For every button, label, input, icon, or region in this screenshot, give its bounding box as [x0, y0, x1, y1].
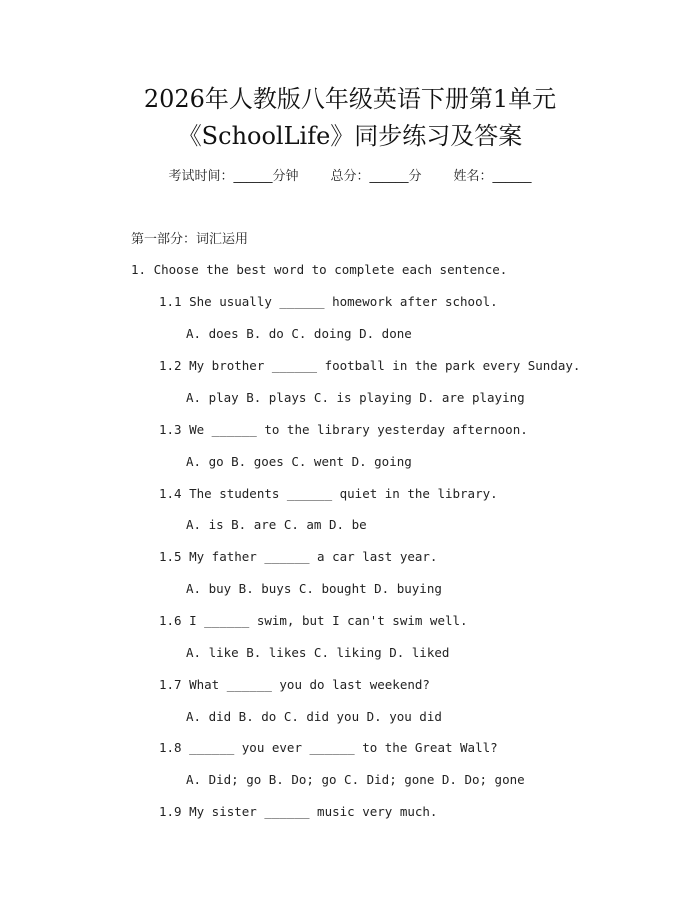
question-1-4: 1.4 The students ______ quiet in the library.	[159, 486, 498, 501]
question-1-7: 1.7 What ______ you do last weekend?	[159, 677, 430, 692]
section-heading: 第一部分：词汇运用	[131, 232, 249, 247]
question-1-6: 1.6 I ______ swim, but I can't swim well.	[159, 613, 468, 628]
question-1-5: 1.5 My father ______ a car last year.	[159, 549, 438, 564]
question-1-1-options: A. does B. do C. doing D. done	[186, 326, 412, 341]
question-1-2-options: A. play B. plays C. is playing D. are playing	[186, 390, 525, 405]
document-title-line-2: 《SchoolLife》同步练习及答案	[177, 122, 523, 150]
question-1-8: 1.8 ______ you ever ______ to the Great Wall?	[159, 740, 498, 755]
question-1-3-options: A. go B. goes C. went D. going	[186, 454, 412, 469]
question-1-3: 1.3 We ______ to the library yesterday afternoon.	[159, 422, 528, 437]
name-field: 姓名：______	[453, 169, 532, 184]
exam-time-field: 考试时间：______分钟	[168, 169, 299, 184]
section-instruction: 1. Choose the best word to complete each sentence.	[131, 262, 508, 277]
question-1-5-options: A. buy B. buys C. bought D. buying	[186, 581, 442, 596]
total-score-field: 总分：______分	[330, 169, 422, 184]
exam-info-row	[0, 167, 700, 187]
question-1-9: 1.9 My sister ______ music very much.	[159, 804, 438, 819]
question-1-2: 1.2 My brother ______ football in the park every Sunday.	[159, 358, 581, 373]
document-title-line-1: 2026年人教版八年级英语下册第1单元	[143, 85, 557, 113]
question-1-6-options: A. like B. likes C. liking D. liked	[186, 645, 450, 660]
question-1-1: 1.1 She usually ______ homework after school.	[159, 294, 498, 309]
question-1-4-options: A. is B. are C. am D. be	[186, 517, 367, 532]
question-1-8-options: A. Did; go B. Do; go C. Did; gone D. Do; gone	[186, 772, 525, 787]
question-1-7-options: A. did B. do C. did you D. you did	[186, 709, 442, 724]
